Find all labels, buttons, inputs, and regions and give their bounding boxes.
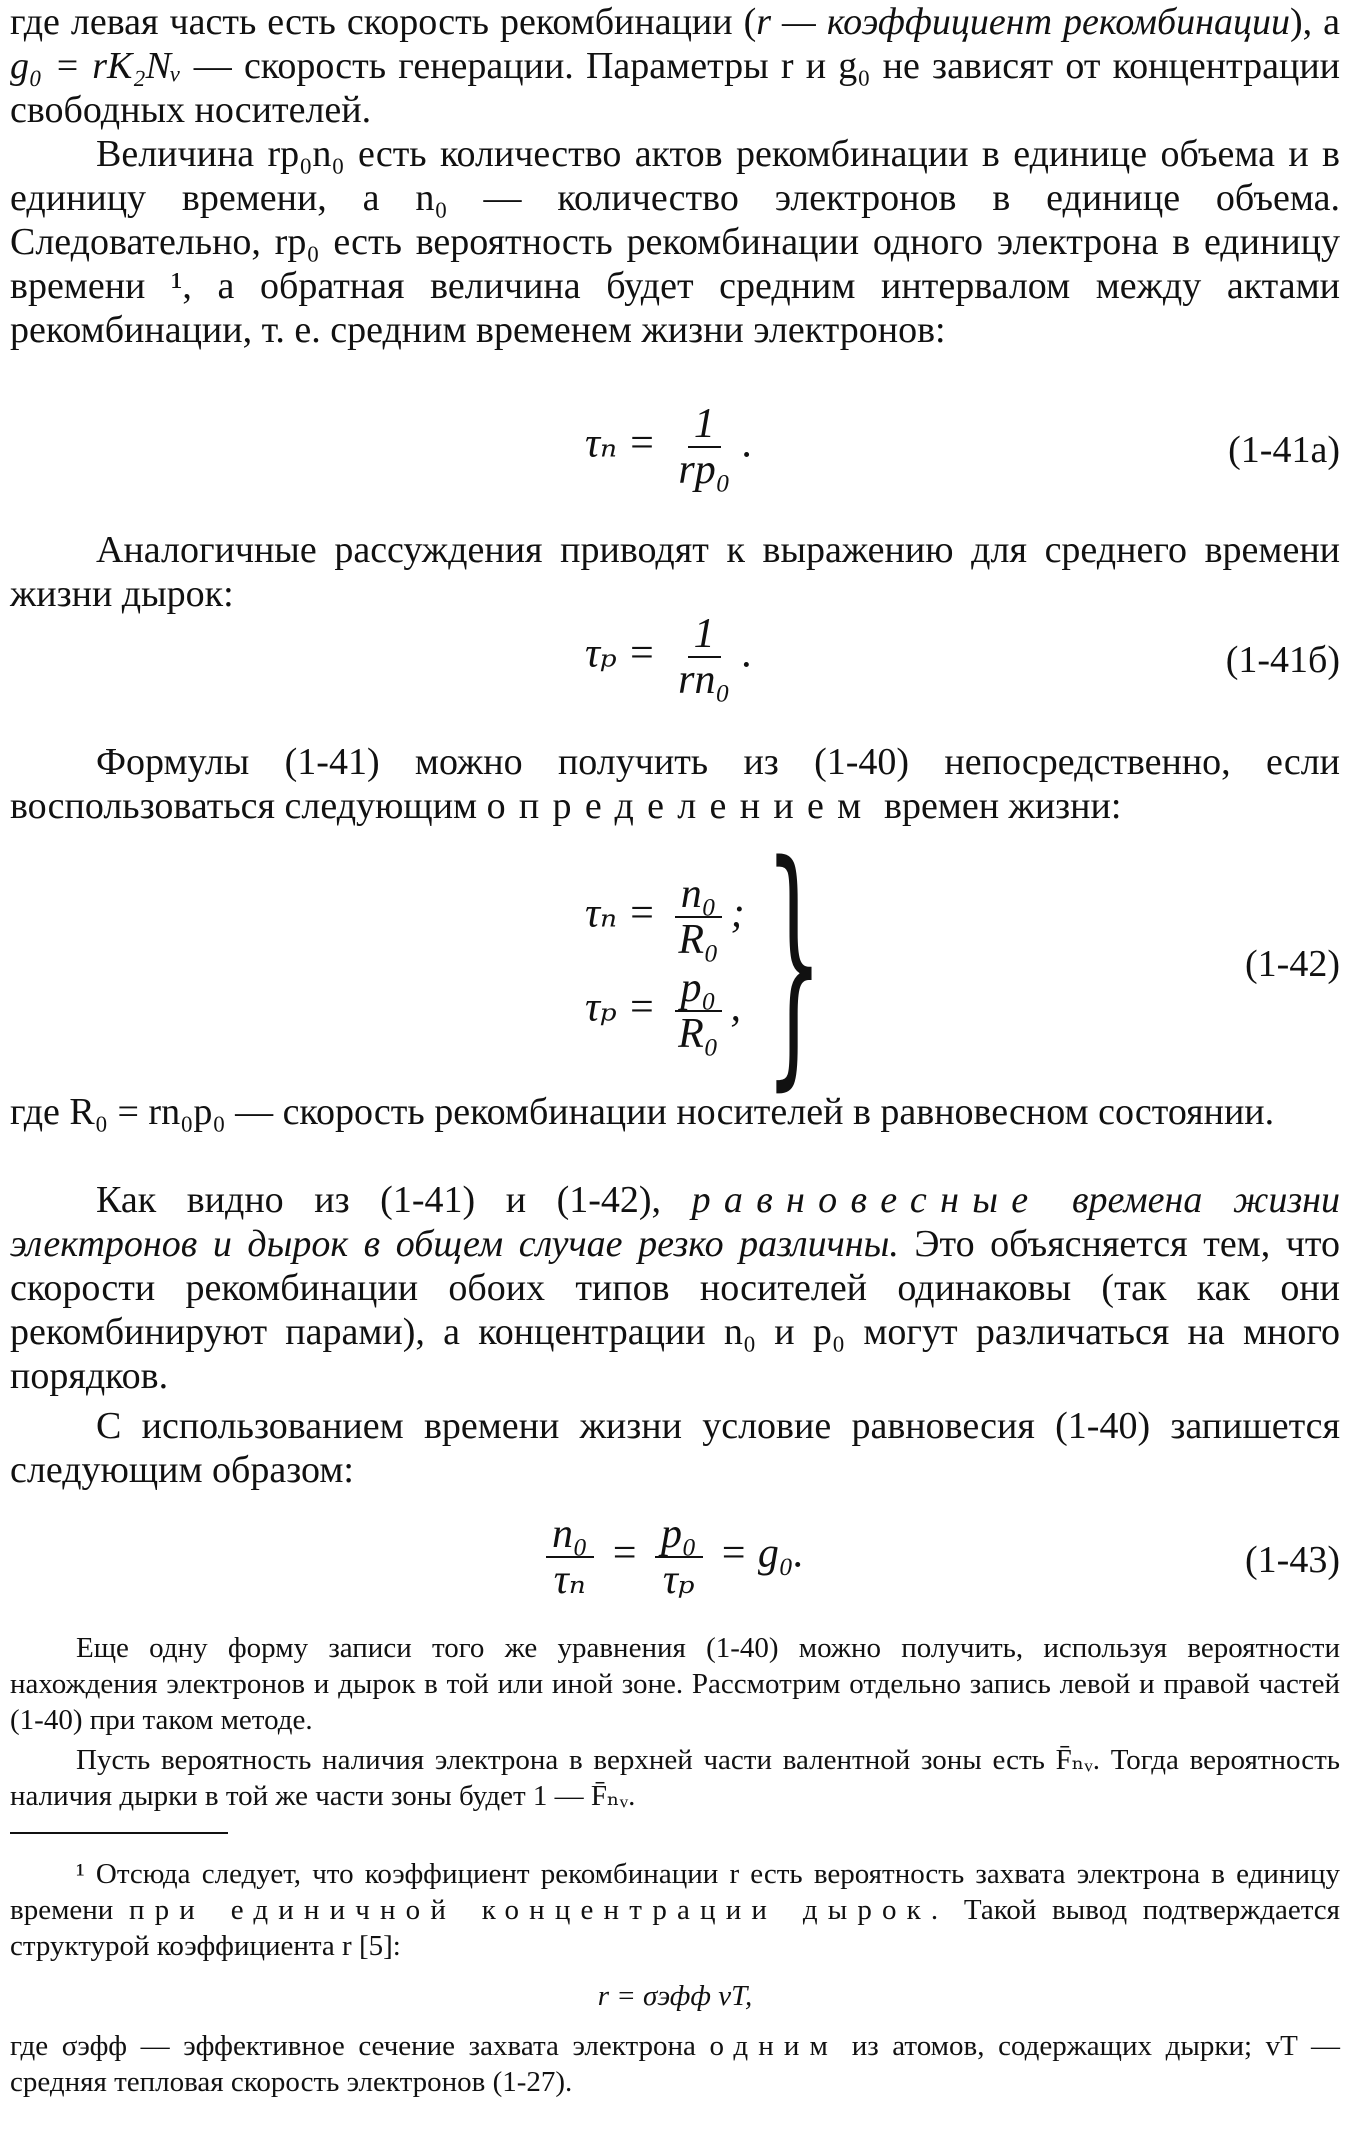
p9-text: Пусть вероятность наличия электрона в верхней части валентной зоны есть F̄ₙᵥ. Тогда вероятность наличия дырки в той же части зоны будет 1 — F̄ₙᵥ. bbox=[10, 1744, 1340, 1812]
eq41b-fraction bbox=[672, 612, 736, 702]
paragraph-2 bbox=[10, 132, 1340, 352]
footnote-text-d: где σэфф — эффективное сечение захвата электрона bbox=[10, 2030, 710, 2062]
eq43-label: (1-43) bbox=[1245, 1539, 1340, 1581]
p4-spaced-term: определением bbox=[486, 785, 875, 827]
footnote-text-a: ¹ Отсюда следует, что коэффициент рекомбинации r есть вероятность захвата электрона в единицу времени bbox=[10, 1858, 1340, 1926]
eq41b-numerator: 1 bbox=[688, 612, 721, 658]
eq42-numerator1: n₀ bbox=[675, 872, 723, 918]
eq41a-fraction bbox=[672, 402, 736, 492]
eq41a-lhs: τₙ = bbox=[585, 420, 656, 467]
eq43-equals: = bbox=[610, 1530, 639, 1577]
footnote-text-f: из атомов, содержащих дырки; vT — средняя тепловая скорость электронов (1-27). bbox=[10, 2030, 1340, 2098]
eq41a-numerator: 1 bbox=[688, 402, 721, 448]
eq42-line-1 bbox=[585, 872, 745, 962]
p6-spaced-italic: равновесные bbox=[691, 1179, 1042, 1221]
eq42-tail2: , bbox=[730, 984, 741, 1031]
paragraph-9 bbox=[10, 1742, 1340, 1814]
paragraph-6 bbox=[10, 1178, 1340, 1398]
p4-text-c: времен жизни: bbox=[874, 785, 1122, 827]
p1-formula: g₀ = rK₂Nᵥ bbox=[10, 45, 182, 87]
p4-text-a: Формулы (1-41) можно получить из (1-40) непосредственно, если воспользоваться следующим bbox=[10, 741, 1340, 827]
eq41b-tail: . bbox=[742, 630, 753, 677]
paragraph-7 bbox=[10, 1404, 1340, 1492]
eq42-fraction1 bbox=[672, 872, 724, 962]
paragraph-3 bbox=[10, 528, 1340, 616]
eq41a-label: (1-41а) bbox=[1228, 429, 1340, 471]
equation-1-41a bbox=[10, 402, 1340, 502]
eq43-denominator2: τₚ bbox=[662, 1557, 695, 1603]
footnote-text-c: Такой вывод подтверждается структурой коэффициента r [5]: bbox=[10, 1894, 1341, 1962]
eq43-fraction1 bbox=[546, 1512, 594, 1602]
p1-italic-definition: r — коэффициент рекомбинации bbox=[756, 1, 1290, 43]
eq42-numerator2: p₀ bbox=[675, 966, 723, 1012]
p3-text: Аналогичные рассуждения приводят к выражению для среднего времени жизни дырок: bbox=[10, 529, 1340, 615]
paragraph-1 bbox=[10, 0, 1340, 132]
paragraph-4 bbox=[10, 740, 1340, 828]
equation-1-43 bbox=[10, 1512, 1340, 1612]
eq41b-denominator: rn₀ bbox=[678, 657, 731, 703]
p6-text-a: Как видно из (1-41) и (1-42), bbox=[96, 1179, 692, 1221]
eq42-denominator1: R₀ bbox=[678, 917, 719, 963]
p2-text: Величина rp₀n₀ есть количество актов рекомбинации в единице объема и в единицу времени, а n₀ — количество электронов в единице объема. Следовательно, rp₀ есть вероятность рекомбинации одного электрона в единицу времени ¹, а обратная величина будет средним интервалом между актами рекомбинации, т. е. средним временем жизни электронов: bbox=[10, 133, 1340, 351]
right-brace: } bbox=[765, 811, 823, 1113]
p1-text-c: ), а bbox=[1289, 1, 1340, 43]
p1-text-e: — скорость генерации. Параметры r и g₀ не зависят от концентрации свободных носителей. bbox=[10, 45, 1340, 131]
eq43-numerator2: p₀ bbox=[655, 1512, 703, 1558]
footnote-divider bbox=[10, 1832, 228, 1834]
p7-text: С использованием времени жизни условие равновесия (1-40) запишется следующим образом: bbox=[10, 1405, 1340, 1491]
p1-text-a: где левая часть есть скорость рекомбинации ( bbox=[10, 1, 757, 43]
paragraph-5 bbox=[10, 1090, 1340, 1134]
eq42-label: (1-42) bbox=[1245, 943, 1340, 985]
eq42-line-2 bbox=[585, 966, 741, 1056]
paragraph-8 bbox=[10, 1630, 1340, 1738]
p6-italic-statement: времена жизни электронов и дырок в общем случае резко различны. bbox=[10, 1179, 1340, 1265]
equation-1-41b bbox=[10, 612, 1340, 712]
eq42-lhs1: τₙ = bbox=[585, 890, 656, 937]
eq43-fraction2 bbox=[655, 1512, 703, 1602]
eq43-denominator1: τₙ bbox=[553, 1557, 586, 1603]
eq41b-label: (1-41б) bbox=[1225, 639, 1340, 681]
footnote-spaced-word: одним bbox=[709, 2030, 839, 2062]
footnote-spaced-term: при единичной концентрации дырок. bbox=[128, 1894, 949, 1926]
eq41a-denominator: rp₀ bbox=[678, 447, 731, 493]
footnote-formula: r = σэфф vT, bbox=[597, 1980, 753, 2012]
p5-text: где R₀ = rn₀p₀ — скорость рекомбинации носителей в равновесном состоянии. bbox=[10, 1091, 1275, 1133]
eq43-rhs: = g₀. bbox=[719, 1530, 805, 1577]
p8-text: Еще одну форму записи того же уравнения (1-40) можно получить, используя вероятности нахождения электронов и дырок в той или иной зоне. Рассмотрим отдельно запись левой и правой частей (1-40) при таком методе. bbox=[10, 1632, 1340, 1736]
eq42-tail1: ; bbox=[730, 890, 745, 937]
eq42-fraction2 bbox=[672, 966, 724, 1056]
eq42-lhs2: τₚ = bbox=[585, 984, 656, 1031]
eq43-numerator1: n₀ bbox=[546, 1512, 594, 1558]
eq42-denominator2: R₀ bbox=[678, 1011, 719, 1057]
p6-text-d: Это объясняется тем, что скорости рекомбинации обоих типов носителей одинаковы (так как они рекомбинируют парами), а концентрации n₀ и p₀ могут различаться на много порядков. bbox=[10, 1223, 1341, 1397]
footnote bbox=[10, 1856, 1340, 2100]
eq41a-tail: . bbox=[742, 420, 753, 467]
eq41b-lhs: τₚ = bbox=[585, 630, 656, 677]
